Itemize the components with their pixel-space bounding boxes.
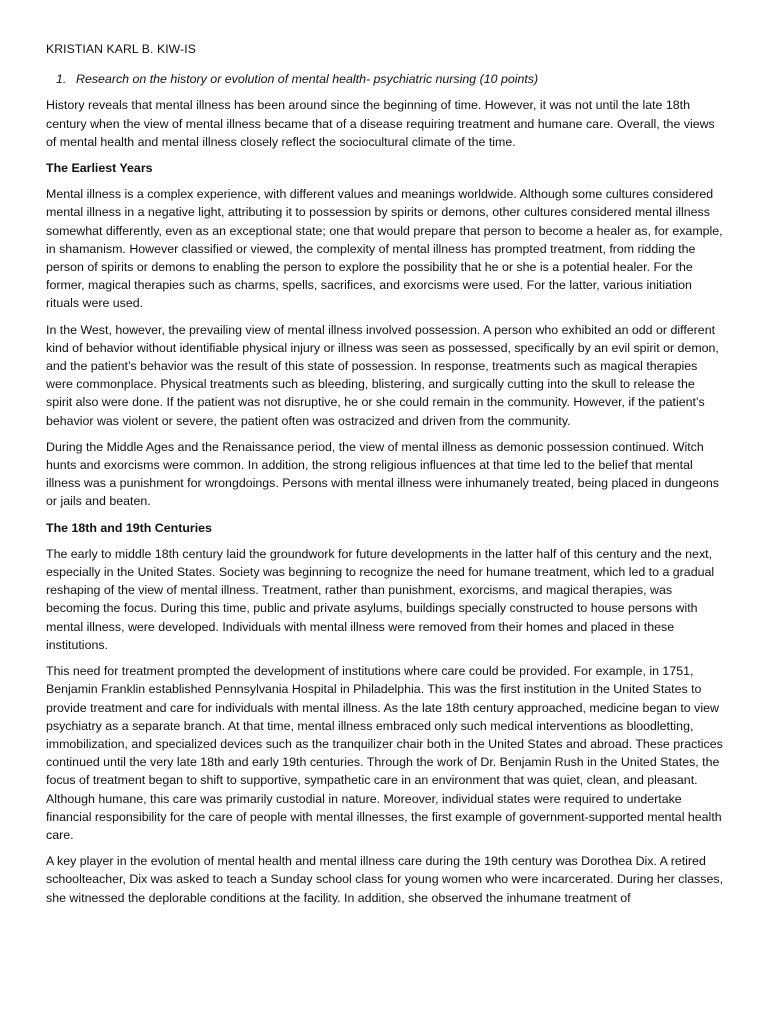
task-text: Research on the history or evolution of mental health- psychiatric nursing (10 points) xyxy=(76,72,539,87)
document-page xyxy=(46,40,724,915)
task-item xyxy=(46,70,724,88)
paragraph: This need for treatment prompted the development of institutions where care could be provided. For example, in 1751, Benjamin Franklin established Pennsylvania Hospital in Philadelphia. This was the first institution in the United States to provide treatment and care for individuals with mental illness. As the late 18th century approached, medicine began to view psychiatry as a separate branch. At that time, mental illness embraced only such medical interventions as bloodletting, immobilization, and specialized devices such as the tranquilizer chair both in the United States and abroad. These practices continued until the very late 18th and early 19th centuries. Through the work of Dr. Benjamin Rush in the United States, the focus of treatment began to shift to supportive, sympathetic care in an environment that was quiet, clean, and pleasant. Although humane, this care was primarily custodial in nature. Moreover, individual states were required to undertake financial responsibility for the care of people with mental illnesses, the first example of government-supported mental health care. xyxy=(46,664,723,842)
section-heading-earliest-years: The Earliest Years xyxy=(46,161,153,176)
paragraph: The early to middle 18th century laid the groundwork for future developments in the latter half of this century and the next, especially in the United States. Society was beginning to recognize the need for humane treatment, which led to a gradual reshaping of the view of mental illness. Treatment, rather than punishment, exorcisms, and magical therapies, was becoming the focus. During this time, public and private asylums, buildings specially constructed to house persons with mental illness, were developed. Individuals with mental illness were removed from their homes and placed in these institutions. xyxy=(46,546,715,652)
section-heading-18th-19th-centuries: The 18th and 19th Centuries xyxy=(46,520,212,535)
paragraph: In the West, however, the prevailing view of mental illness involved possession. A person who exhibited an odd or different kind of behavior without identifiable physical injury or illness was seen as possessed, specifically by an evil spirit or demon, and the patient’s behavior was the result of this state of possession. In response, treatments such as magical therapies were commonplace. Physical treatments such as bleeding, blistering, and surgically cutting into the skull to release the spirit also were done. If the patient was not disruptive, he or she could remain in the community. However, if the patient’s behavior was violent or severe, the patient often was ostracized and driven from the community. xyxy=(46,322,719,428)
paragraph: During the Middle Ages and the Renaissance period, the view of mental illness as demonic possession continued. Witch hunts and exorcisms were common. In addition, the strong religious influences at that time led to the belief that mental illness was a punishment for wrongdoings. Persons with mental illness were inhumanely treated, being placed in dungeons or jails and beaten. xyxy=(46,439,719,509)
paragraph: A key player in the evolution of mental health and mental illness care during the 19th century was Dorothea Dix. A retired schoolteacher, Dix was asked to teach a Sunday school class for young women who were incarcerated. During her classes, she witnessed the deplorable conditions at the facility. In addition, she observed the inhumane treatment of xyxy=(46,854,724,905)
paragraph: Mental illness is a complex experience, with different values and meanings worldwide. Although some cultures considered mental illness in a negative light, attributing it to possession by spirits or demons, other cultures considered mental illness somewhat differently, even as an exceptional state; one that would prepare that person to become a healer as, for example, in shamanism. However classified or viewed, the complexity of mental illness has prompted treatment, from ridding the person of spirits or demons to enabling the person to explore the possibility that he or she is a potential healer. For the former, magical therapies such as charms, spells, sacrifices, and exorcisms were used. For the latter, various initiation rituals were used. xyxy=(46,187,723,311)
intro-paragraph: History reveals that mental illness has been around since the beginning of time. However, it was not until the late 18th century when the view of mental illness became that of a disease requiring treatment and humane care. Overall, the views of mental health and mental illness closely reflect the sociocultural climate of the time. xyxy=(46,98,715,149)
author-name: KRISTIAN KARL B. KIW-IS xyxy=(46,42,196,56)
task-number: 1. xyxy=(56,72,67,87)
